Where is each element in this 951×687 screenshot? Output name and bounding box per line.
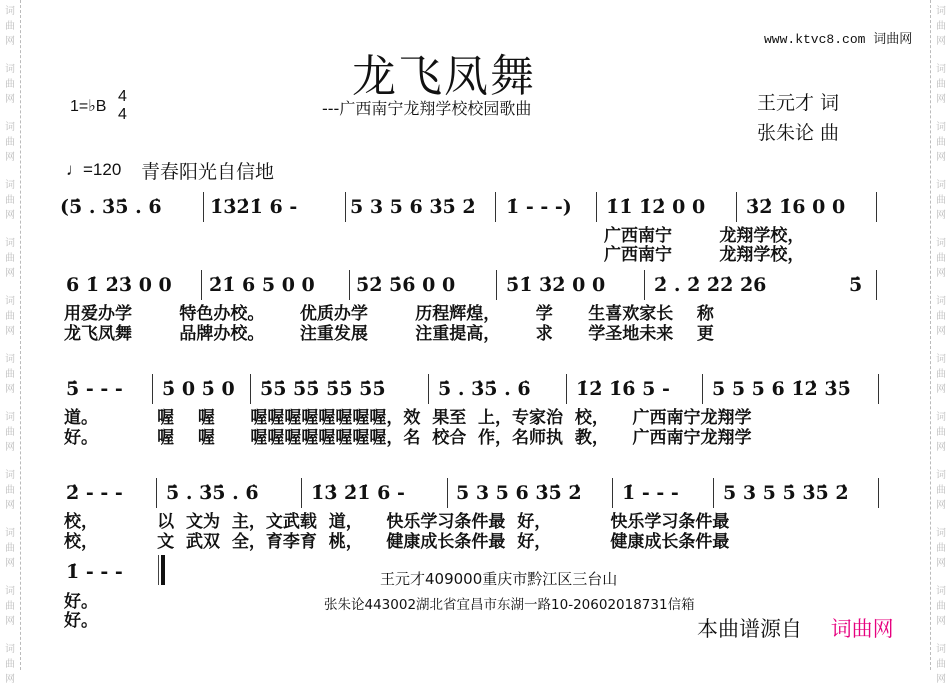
measure: 5̇2̇ 5̇6̇ 0 0 [356,274,456,296]
watermark-glyph: 词 曲 网 [5,180,15,221]
lyrics-verse-1: 校， 以 文为 主，文武载 道， 快乐学习条件最 好， 快乐学习条件最 [64,512,730,532]
barline [349,270,350,300]
measure: 1̇1̇ 1̇2̇ 0 0 [606,196,706,218]
measure: 5̇ 0 5̇ 0 [162,378,235,400]
watermark-glyph: 词 曲 网 [936,180,946,221]
expression-marking: 青春阳光自信地 [141,161,275,183]
measure: 1̇ - - -) [506,196,572,218]
barline [495,192,496,222]
lyrics-verse-2: 广西南宁 龙翔学校， [604,245,805,265]
watermark-glyph: 词 曲 网 [936,238,946,279]
watermark-glyph: 词 曲 网 [936,6,946,47]
time-signature-top: 4 [118,88,127,105]
barline [201,270,202,300]
measure: 2̇ . 2̇ 2̇2̇ 2̇6 [654,274,767,296]
measure: 5̇ . 3̇5̇ . 6̇ [166,482,259,504]
measure: 2̇ - - - [66,482,123,504]
watermark-glyph: 词 曲 网 [5,470,15,511]
lyrics-verse-2: 校， 文 武双 全，育李育 桃， 健康成长条件最 好， 健康成长条件最 [64,532,730,552]
barline [878,478,879,508]
measure: 2̇1̇ 6 5 0 0 [209,274,315,296]
measure: 5 3 5 5̇ 3̇5̇ 2̇ [723,482,849,504]
composer-credit: 张朱论 曲 [757,122,840,144]
measure: 1̇ - - - [66,561,123,583]
barline [878,374,879,404]
watermark-glyph: 词 曲 网 [5,644,15,685]
source-brand-link[interactable]: 词曲网 [830,617,894,641]
staff-line-2 [66,268,886,304]
time-signature [118,88,127,124]
lyricist-address: 王元才409000重庆市黔江区三台山 [380,570,618,588]
barline [345,192,346,222]
staff-line-5 [66,555,266,591]
site-watermark: www.ktvc8.com 词曲网 [764,32,913,47]
barline [876,270,877,300]
barline [644,270,645,300]
lyrics-verse-1: 好。 [64,592,98,612]
lyrics-verse-1: 用爱办学 特色办校。 优质办学 历程辉煌， 学 生喜欢家长 称 [64,304,714,324]
watermark-glyph: 词 曲 网 [936,122,946,163]
watermark-glyph: 词 曲 网 [936,586,946,627]
source-label: 本曲谱源自 [697,617,802,641]
barline [566,374,567,404]
song-subtitle: ---广西南宁龙翔学校校园歌曲 [322,99,532,118]
lyricist-credit: 王元才 词 [757,92,840,114]
barline [250,374,251,404]
watermark-strip-right [930,0,951,685]
tempo-marking: ♩=120 [66,160,122,179]
measure: (5̇ . 3̇5̇ . 6̇ [60,196,162,218]
barline [612,478,613,508]
measure: 3̇2̇ 1̇6 0 0 [746,196,846,218]
barline [447,478,448,508]
measure: 5 5 5 6 1̇2̇ 3̇5̇ [712,378,851,400]
barline [496,270,497,300]
barline [736,192,737,222]
barline [702,374,703,404]
lyrics-verse-2: 龙飞凤舞 品牌办校。 注重发展 注重提高， 求 学圣地未来 更 [64,324,714,344]
lyrics-verse-1: 道。 喔 喔 喔喔喔喔喔喔喔喔，效 果至 上，专家治 校， 广西南宁龙翔学 [64,408,752,428]
measure: 5̇1̇ 3̇2̇ 0 0 [506,274,606,296]
barline [301,478,302,508]
source-credit [697,613,894,643]
watermark-glyph: 词 曲 网 [936,470,946,511]
barline [876,192,877,222]
measure: 5̇ - - - [66,378,123,400]
watermark-glyph: 词 曲 网 [5,354,15,395]
composer-address: 张朱论443002湖北省宜昌市东湖一路10-20602018731信箱 [324,597,695,613]
barline [203,192,204,222]
watermark-strip-left [0,0,21,685]
measure: 5̇5̇ 5̇5̇ 5̇5̇ 5̇5̇ [260,378,386,400]
measure: 6 1̇ 2̇3̇ 0 0 [66,274,172,296]
watermark-glyph: 词 曲 网 [5,238,15,279]
watermark-glyph: 词 曲 网 [936,528,946,569]
measure: 1̇ - - - [622,482,679,504]
watermark-glyph: 词 曲 网 [936,412,946,453]
lyrics-verse-1: 广西南宁 龙翔学校， [604,226,805,246]
watermark-glyph: 词 曲 网 [5,412,15,453]
measure: 1̇3̇ 2̇1̇ 6 - [311,482,405,504]
watermark-glyph: 词 曲 网 [936,296,946,337]
staff-line-3 [66,372,886,408]
barline [428,374,429,404]
time-signature-bottom: 4 [118,106,127,123]
watermark-glyph: 词 曲 网 [5,6,15,47]
measure: 5̇ [849,274,863,296]
watermark-glyph: 词 曲 网 [5,528,15,569]
watermark-glyph: 词 曲 网 [5,64,15,105]
staff-line-1 [58,190,878,226]
watermark-glyph: 词 曲 网 [936,64,946,105]
barline [152,374,153,404]
key-signature: 1=♭B [70,98,107,115]
measure: 5 3 5 6 3̇5̇ 2̇ [456,482,582,504]
watermark-glyph: 词 曲 网 [5,122,15,163]
measure: 5̇ . 3̇5̇ . 6̇ [438,378,531,400]
watermark-glyph: 词 曲 网 [936,644,946,685]
lyrics-verse-2: 好。 喔 喔 喔喔喔喔喔喔喔喔，名 校合 作，名师执 教， 广西南宁龙翔学 [64,428,752,448]
song-title: 龙飞凤舞 [352,51,536,102]
measure: 1̇3̇2̇1̇ 6 - [210,196,298,218]
watermark-glyph: 词 曲 网 [936,354,946,395]
staff-line-4 [66,476,886,512]
measure: 5 3 5 6 3̇5̇ 2̇ [350,196,476,218]
barline [596,192,597,222]
measure: 1̇2̇ 1̇6̇ 5 - [576,378,670,400]
watermark-glyph: 词 曲 网 [5,586,15,627]
barline [156,478,157,508]
barline [713,478,714,508]
lyrics-verse-2: 好。 [64,611,98,631]
watermark-glyph: 词 曲 网 [5,296,15,337]
